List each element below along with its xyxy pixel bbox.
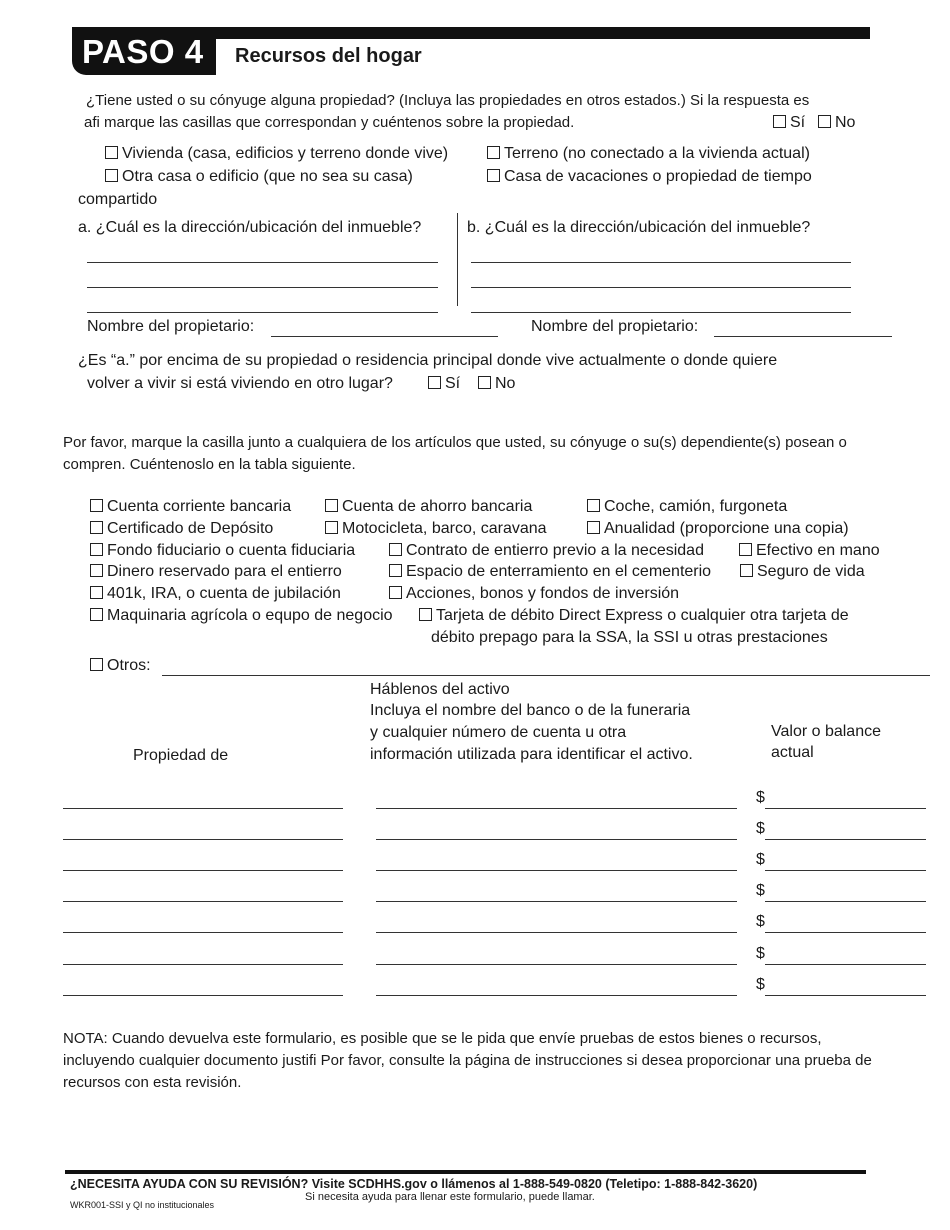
property-no-checkbox[interactable] [818,115,831,128]
asset-cell[interactable] [376,808,737,809]
address-b-line3[interactable] [471,312,851,313]
value-cell[interactable] [765,870,926,871]
property-question-line1: ¿Tiene usted o su cónyuge alguna propiedad? (Incluya las propiedades en otros estados.) Si la respuesta es [86,92,810,109]
property-yes-option [773,114,805,132]
espacio-label: Espacio de enterramiento en el cementerio [406,563,712,580]
cuenta-corriente-label: Cuenta corriente bancaria [107,498,292,515]
step-title: Recursos del hogar [235,45,422,67]
acciones-label: Acciones, bonos y fondos de inversión [406,585,680,602]
residence-no-checkbox[interactable] [478,376,491,389]
item-cuenta-corriente [90,498,291,516]
item-certificado [90,520,273,538]
currency-sign: $ [756,789,765,806]
dinero-entierro-checkbox[interactable] [90,564,103,577]
tarjeta-checkbox[interactable] [419,608,432,621]
item-otros [90,657,151,675]
residence-yes-checkbox[interactable] [428,376,441,389]
footer-help-sub: Si necesita ayuda para llenar este formulario, puede llamar. [305,1191,595,1203]
asset-cell[interactable] [376,901,737,902]
address-b-line1[interactable] [471,262,851,263]
address-a-line1[interactable] [87,262,438,263]
efectivo-label: Efectivo en mano [756,542,880,559]
col-valor-header-2: actual [771,744,814,761]
asset-cell[interactable] [376,964,737,965]
items-intro-line1: Por favor, marque la casilla junto a cualquiera de los artículos que usted, su cónyuge o su(s) dependiente(s) posean o [63,434,847,451]
otra-casa-checkbox[interactable] [105,169,118,182]
vacaciones-checkbox[interactable] [487,169,500,182]
owner-cell[interactable] [63,901,343,902]
cuenta-ahorro-checkbox[interactable] [325,499,338,512]
option-otra-casa [105,168,413,186]
currency-sign: $ [756,820,765,837]
currency-sign: $ [756,945,765,962]
otra-casa-label: Otra casa o edificio (que no sea su casa) [122,168,413,185]
item-efectivo [739,542,880,560]
currency-sign: $ [756,913,765,930]
item-coche [587,498,787,516]
anualidad-checkbox[interactable] [587,521,600,534]
asset-cell[interactable] [376,839,737,840]
401k-label: 401k, IRA, o cuenta de jubilación [107,585,341,602]
anualidad-label: Anualidad (proporcione una copia) [604,520,849,537]
address-b-label: b. ¿Cuál es la dirección/ubicación del inmueble? [467,219,811,236]
item-401k [90,585,341,603]
otros-checkbox[interactable] [90,658,103,671]
value-cell[interactable] [765,901,926,902]
owner-cell[interactable] [63,870,343,871]
option-vivienda [105,145,448,163]
vacaciones-label: Casa de vacaciones o propiedad de tiempo [504,168,812,185]
efectivo-checkbox[interactable] [739,543,752,556]
espacio-checkbox[interactable] [389,564,402,577]
owner-cell[interactable] [63,964,343,965]
asset-cell[interactable] [376,932,737,933]
option-terreno [487,145,810,163]
owner-a-label: Nombre del propietario: [87,318,255,335]
note-line1: NOTA: Cuando devuelva este formulario, es posible que se le pida que envíe pruebas de estos bienes o recursos, [63,1030,822,1047]
otros-field[interactable] [162,675,930,676]
terreno-label: Terreno (no conectado a la vivienda actual) [504,145,810,162]
property-yes-checkbox[interactable] [773,115,786,128]
owner-cell[interactable] [63,839,343,840]
address-a-line2[interactable] [87,287,438,288]
coche-checkbox[interactable] [587,499,600,512]
owner-b-label: Nombre del propietario: [531,318,699,335]
note-line2: incluyendo cualquier documento justifi Por favor, consulte la página de instrucciones si desea proporcionar una prueba de [63,1052,872,1069]
maquinaria-label: Maquinaria agrícola o equpo de negocio [107,607,393,624]
cuenta-ahorro-label: Cuenta de ahorro bancaria [342,498,533,515]
item-acciones [389,585,679,603]
fondo-checkbox[interactable] [90,543,103,556]
contrato-checkbox[interactable] [389,543,402,556]
contrato-label: Contrato de entierro previo a la necesidad [406,542,704,559]
fondo-label: Fondo fiduciario o cuenta fiduciaria [107,542,356,559]
residence-question-line2: volver a vivir si está viviendo en otro lugar? [87,375,393,392]
item-motocicleta [325,520,547,538]
col-activo-header-2: Incluya el nombre del banco o de la funeraria [370,702,691,719]
vacaciones-label-cont: compartido [78,191,158,208]
value-cell[interactable] [765,839,926,840]
item-espacio [389,563,711,581]
vivienda-label: Vivienda (casa, edificios y terreno donde vive) [122,145,449,162]
property-no-option [818,114,855,132]
item-tarjeta [419,607,849,625]
option-vacaciones [487,168,812,186]
property-no-label: No [835,114,856,131]
vivienda-checkbox[interactable] [105,146,118,159]
value-cell[interactable] [765,808,926,809]
address-divider [457,213,458,306]
certificado-checkbox[interactable] [90,521,103,534]
residence-yes-option [428,375,460,393]
currency-sign: $ [756,976,765,993]
col-activo-header-3: y cualquier número de cuenta u otra [370,724,627,741]
property-question-line2: afi marque las casillas que correspondan y cuéntenos sobre la propiedad. [84,114,575,131]
item-cuenta-ahorro [325,498,532,516]
item-fondo [90,542,355,560]
owner-a-field[interactable] [271,336,498,337]
item-seguro [740,563,865,581]
certificado-label: Certificado de Depósito [107,520,274,537]
col-propiedad-header: Propiedad de [133,747,229,764]
coche-label: Coche, camión, furgoneta [604,498,788,515]
owner-cell[interactable] [63,932,343,933]
col-activo-header-1: Háblenos del activo [370,681,510,698]
motocicleta-label: Motocicleta, barco, caravana [342,520,547,537]
step-number: PASO 4 [82,33,204,70]
value-cell[interactable] [765,964,926,965]
tarjeta-label: Tarjeta de débito Direct Express o cualquier otra tarjeta de [436,607,849,624]
cuenta-corriente-checkbox[interactable] [90,499,103,512]
owner-cell[interactable] [63,808,343,809]
value-cell[interactable] [765,932,926,933]
note-line3: recursos con esta revisión. [63,1074,242,1091]
owner-b-field[interactable] [714,336,892,337]
asset-cell[interactable] [376,995,737,996]
item-dinero-entierro [90,563,342,581]
item-contrato [389,542,704,560]
seguro-label: Seguro de vida [757,563,865,580]
tarjeta-label-cont: débito prepago para la SSA, la SSI u otras prestaciones [431,629,828,646]
footer-help: ¿NECESITA AYUDA CON SU REVISIÓN? Visite SCDHHS.gov o llámenos al 1-888-549-0820 (Teletipo: 1-888-842-3620) [70,1177,758,1191]
motocicleta-checkbox[interactable] [325,521,338,534]
residence-no-option [478,375,515,393]
currency-sign: $ [756,851,765,868]
acciones-checkbox[interactable] [389,586,402,599]
dinero-entierro-label: Dinero reservado para el entierro [107,563,342,580]
address-a-line3[interactable] [87,312,438,313]
residence-question-line1: ¿Es “a.” por encima de su propiedad o residencia principal donde vive actualmente o donde quiere [78,352,778,369]
owner-cell[interactable] [63,995,343,996]
maquinaria-checkbox[interactable] [90,608,103,621]
address-b-line2[interactable] [471,287,851,288]
terreno-checkbox[interactable] [487,146,500,159]
401k-checkbox[interactable] [90,586,103,599]
items-intro-line2: compren. Cuéntenoslo en la tabla siguiente. [63,456,356,473]
otros-label: Otros: [107,657,151,674]
item-anualidad [587,520,849,538]
seguro-checkbox[interactable] [740,564,753,577]
property-yes-label: Sí [790,114,806,131]
col-activo-header-4: información utilizada para identificar el activo. [370,746,693,763]
item-maquinaria [90,607,393,625]
col-valor-header-1: Valor o balance [771,723,881,740]
residence-yes-label: Sí [445,375,461,392]
address-a-label: a. ¿Cuál es la dirección/ubicación del inmueble? [78,219,422,236]
currency-sign: $ [756,882,765,899]
value-cell[interactable] [765,995,926,996]
footer-bar [65,1170,866,1174]
form-id: WKR001-SSI y QI no institucionales [70,1200,215,1210]
asset-cell[interactable] [376,870,737,871]
residence-no-label: No [495,375,516,392]
